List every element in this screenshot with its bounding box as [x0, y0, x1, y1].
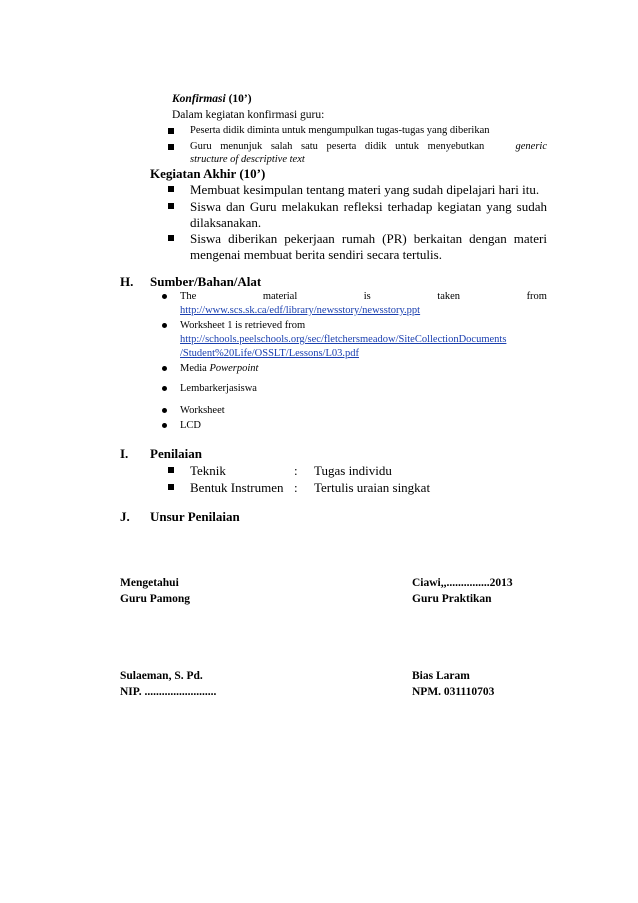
penilaian-row-1-value: Tugas individu: [314, 463, 392, 478]
kegiatan-akhir-item-2-cont: dilaksanakan.: [190, 215, 262, 230]
round-bullet-icon: [162, 323, 167, 328]
sign-left-line2: Guru Pamong: [120, 593, 190, 605]
sign-right-line1: Ciawi,,...............2013: [412, 577, 513, 589]
section-i-title: Penilaian: [150, 446, 203, 461]
section-i-letter: I.: [120, 446, 129, 461]
sumber-link-1[interactable]: http://www.scs.sk.ca/edf/library/newsstory/newsstory.ppt: [180, 305, 421, 316]
sign-right-line2: Guru Praktikan: [412, 593, 492, 605]
square-bullet-icon: [168, 235, 174, 241]
sumber-item-5: Worksheet: [180, 405, 225, 416]
round-bullet-icon: [162, 386, 167, 391]
konfirmasi-title: Konfirmasi (10’): [172, 93, 252, 105]
kegiatan-akhir-item-3: Siswa diberikan pekerjaan rumah (PR) berkaitan dengan materi: [190, 231, 547, 246]
sumber-item-3: Media Powerpoint: [180, 363, 259, 374]
round-bullet-icon: [162, 408, 167, 413]
round-bullet-icon: [162, 423, 167, 428]
konfirmasi-item-2-cont: structure of descriptive text: [190, 154, 305, 165]
section-j-letter: J.: [120, 509, 130, 524]
penilaian-row-2-sep: :: [294, 480, 298, 495]
sumber-item-6: LCD: [180, 420, 201, 431]
sign-left-name: Sulaeman, S. Pd.: [120, 670, 203, 682]
sign-left-id: NIP. .........................: [120, 686, 217, 698]
kegiatan-akhir-item-1: Membuat kesimpulan tentang materi yang sudah dipelajari hari itu.: [190, 182, 540, 197]
sign-right-name: Bias Laram: [412, 670, 470, 682]
square-bullet-icon: [168, 186, 174, 192]
square-bullet-icon: [168, 128, 174, 134]
kegiatan-akhir-title: Kegiatan Akhir (10’): [150, 166, 266, 181]
konfirmasi-item-2: [190, 140, 547, 153]
square-bullet-icon: [168, 484, 174, 490]
section-j-title: Unsur Penilaian: [150, 509, 240, 524]
round-bullet-icon: [162, 294, 167, 299]
sumber-link-2-cont[interactable]: /Student%20Life/OSSLT/Lessons/L03.pdf: [180, 348, 359, 359]
sumber-item-2: Worksheet 1 is retrieved from: [180, 320, 306, 331]
penilaian-row-2-value: Tertulis uraian singkat: [314, 480, 431, 495]
penilaian-row-2-label: Bentuk Instrumen: [190, 480, 284, 495]
round-bullet-icon: [162, 366, 167, 371]
konfirmasi-item-1: Peserta didik diminta untuk mengumpulkan tugas-tugas yang diberikan: [190, 125, 490, 136]
square-bullet-icon: [168, 467, 174, 473]
sumber-item-1: The material is taken from: [180, 291, 547, 302]
sign-left-line1: Mengetahui: [120, 577, 179, 589]
konfirmasi-item-2-text: Guru menunjuk salah satu peserta didik untuk menyebutkan: [190, 141, 485, 152]
penilaian-row-1-label: Teknik: [190, 463, 226, 478]
sign-right-id: NPM. 031110703: [412, 686, 495, 698]
konfirmasi-intro: Dalam kegiatan konfirmasi guru:: [172, 109, 325, 121]
kegiatan-akhir-item-2: Siswa dan Guru melakukan refleksi terhadap kegiatan yang sudah: [190, 199, 547, 214]
sumber-item-4: Lembarkerjasiswa: [180, 383, 257, 394]
section-h-title: Sumber/Bahan/Alat: [150, 274, 262, 289]
section-h-letter: H.: [120, 274, 134, 289]
kegiatan-akhir-item-3-cont: mengenai membuat berita sendiri secara tertulis.: [190, 247, 442, 262]
square-bullet-icon: [168, 144, 174, 150]
sumber-link-2[interactable]: http://schools.peelschools.org/sec/fletchersmeadow/SiteCollectionDocuments: [180, 334, 507, 345]
square-bullet-icon: [168, 203, 174, 209]
konfirmasi-item-2-italic: generic: [515, 141, 547, 152]
penilaian-row-1-sep: :: [294, 463, 298, 478]
